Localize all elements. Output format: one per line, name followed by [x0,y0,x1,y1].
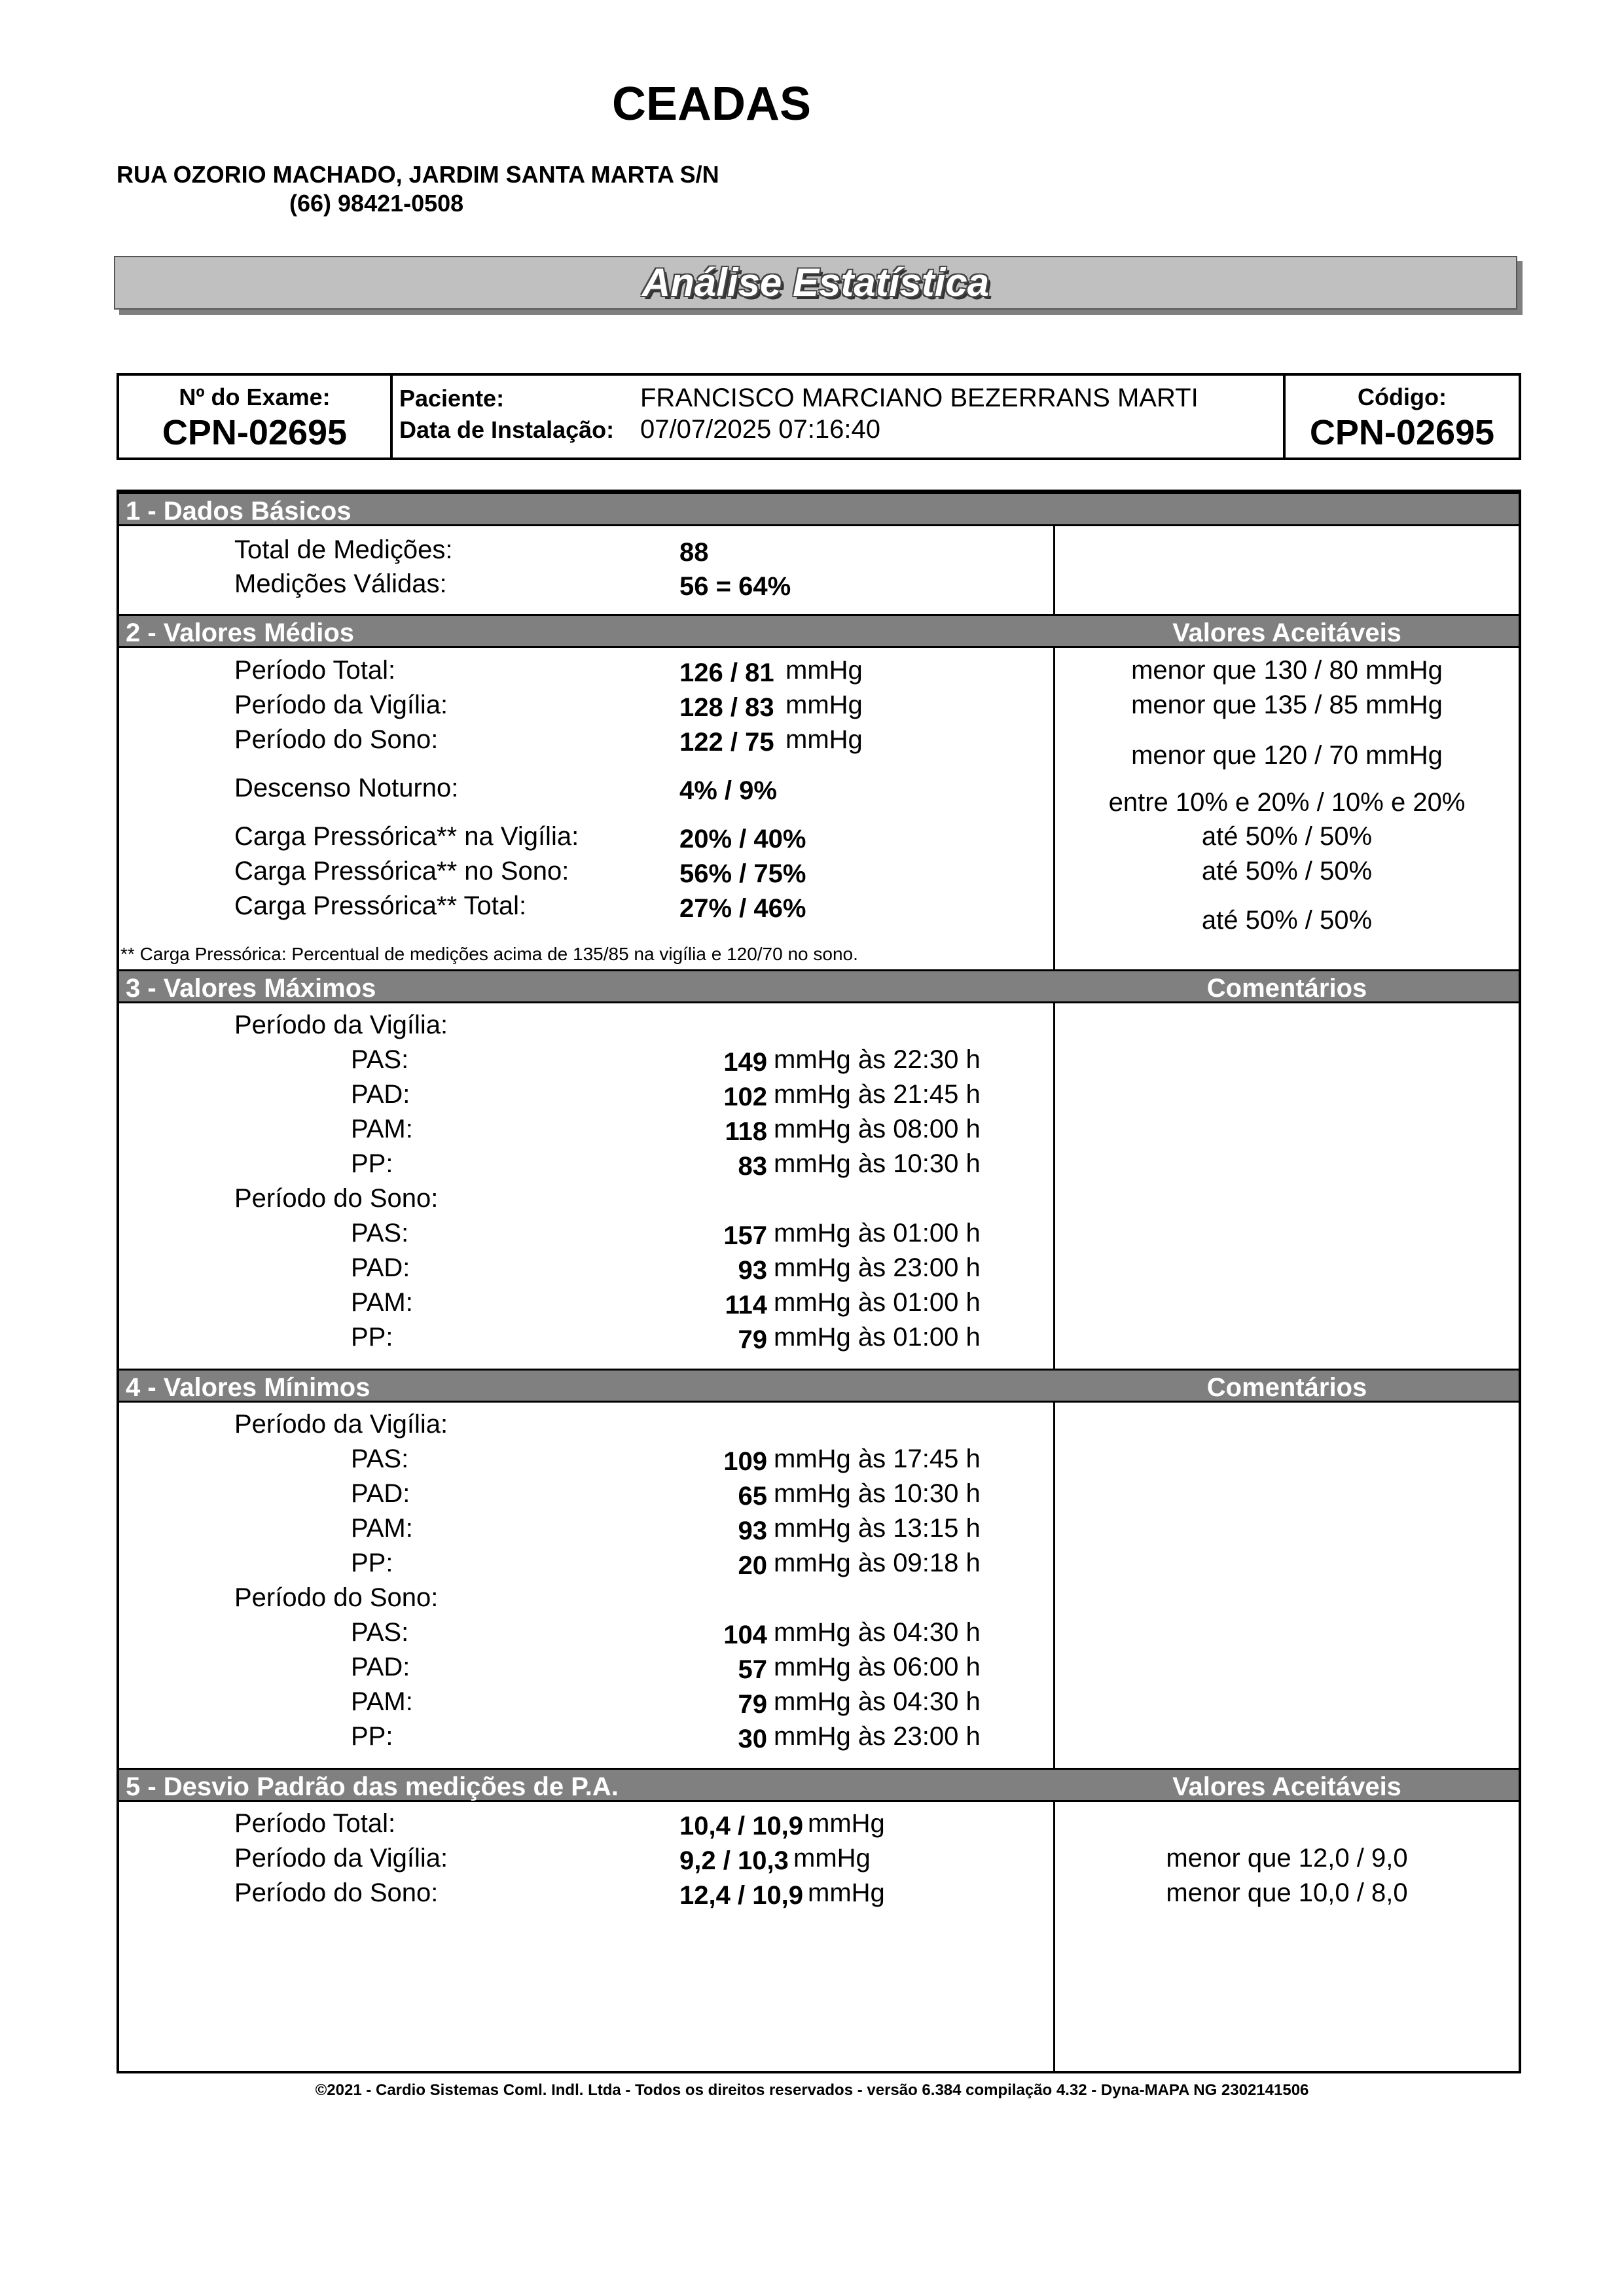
clinic-address: RUA OZORIO MACHADO, JARDIM SANTA MARTA S/N [117,161,719,188]
min-item-value: 109 [723,1447,767,1476]
min-item-unit: mmHg às 10:30 h [774,1479,981,1508]
stddev-label: Período da Vigília: [234,1844,448,1873]
mean-value: 27% / 46% [679,894,806,923]
section-1-title: 1 - Dados Básicos [126,497,352,526]
mean-label: Carga Pressórica** na Vigília: [234,822,579,851]
mean-label: Período da Vigília: [234,691,448,719]
max-item-unit: mmHg às 08:00 h [774,1115,981,1143]
max-item-unit: mmHg às 01:00 h [774,1219,981,1247]
code-label: Código: [1358,384,1447,410]
section-4-header [119,1369,1519,1403]
section-2-title: 2 - Valores Médios [126,619,355,647]
stddev-value: 10,4 / 10,9 [679,1812,804,1840]
mean-label: Carga Pressórica** Total: [234,891,527,920]
max-item-unit: mmHg às 22:30 h [774,1045,981,1074]
min-item-label: PP: [351,1549,393,1577]
max-item-unit: mmHg às 01:00 h [774,1323,981,1352]
max-item-value: 79 [738,1325,767,1354]
wake-period-label: Período da Vigília: [234,1011,448,1039]
section-2-header [119,614,1519,648]
report-title-banner [114,256,1517,310]
mean-reference: até 50% / 50% [1201,857,1373,886]
max-item-label: PP: [351,1149,393,1178]
exam-header-box [117,373,1521,460]
mean-value: 20% / 40% [679,825,806,853]
column-divider [1053,492,1055,2071]
max-item-unit: mmHg às 23:00 h [774,1253,981,1282]
patient-name: FRANCISCO MARCIANO BEZERRANS MARTI [640,384,1199,412]
min-item-unit: mmHg às 06:00 h [774,1653,981,1681]
max-item-label: PAD: [351,1253,410,1282]
mean-value: 56% / 75% [679,859,806,888]
section-3-title: 3 - Valores Máximos [126,974,376,1003]
max-item-unit: mmHg às 01:00 h [774,1288,981,1317]
max-item-value: 102 [723,1083,767,1111]
mean-reference: até 50% / 50% [1201,822,1373,851]
min-item-unit: mmHg às 13:15 h [774,1514,981,1543]
section-5-title: 5 - Desvio Padrão das medições de P.A. [126,1772,619,1801]
mean-reference: entre 10% e 20% / 10% e 20% [1108,788,1466,817]
max-item-label: PAM: [351,1288,413,1317]
min-item-value: 65 [738,1482,767,1511]
section-4-right-title: Comentários [1206,1373,1367,1402]
section-2-right-title: Valores Aceitáveis [1172,619,1401,647]
min-item-unit: mmHg às 23:00 h [774,1722,981,1751]
min-item-value: 104 [723,1621,767,1649]
total-measurements-label: Total de Medições: [234,535,453,564]
stddev-value: 12,4 / 10,9 [679,1881,804,1910]
wake-period-label: Período da Vigília: [234,1410,448,1439]
exam-number-cell [119,376,393,457]
stddev-unit: mmHg [808,1809,885,1838]
stddev-value: 9,2 / 10,3 [679,1846,789,1875]
max-item-value: 157 [723,1221,767,1250]
min-item-label: PAM: [351,1687,413,1716]
stddev-reference: menor que 10,0 / 8,0 [1166,1878,1408,1907]
pressure-load-footnote: ** Carga Pressórica: Percentual de medições acima de 135/85 na vigília e 120/70 no sono. [120,944,858,964]
min-item-label: PAD: [351,1479,410,1508]
max-item-value: 118 [725,1117,767,1146]
mean-unit: mmHg [785,691,863,719]
valid-measurements-label: Medições Válidas: [234,569,447,598]
code-cell [1283,376,1519,457]
stddev-unit: mmHg [808,1878,885,1907]
section-3-right-title: Comentários [1206,974,1367,1003]
mean-unit: mmHg [785,656,863,685]
mean-value: 122 / 75 [679,728,774,757]
mean-label: Período Total: [234,656,396,685]
min-item-unit: mmHg às 04:30 h [774,1687,981,1716]
max-item-label: PAS: [351,1045,409,1074]
clinic-name: CEADAS [612,78,812,130]
max-item-label: PAS: [351,1219,409,1247]
mean-reference: menor que 120 / 70 mmHg [1131,741,1443,770]
mean-reference: até 50% / 50% [1201,906,1373,935]
section-5-right-title: Valores Aceitáveis [1172,1772,1401,1801]
patient-label: Paciente: [399,385,505,412]
min-item-value: 93 [738,1516,767,1545]
mean-value: 4% / 9% [679,776,777,805]
max-item-value: 83 [738,1152,767,1181]
exam-number-label: Nº do Exame: [179,384,331,410]
report-title: Análise Estatística [641,260,990,304]
max-item-unit: mmHg às 21:45 h [774,1080,981,1109]
exam-number: CPN-02695 [162,413,348,452]
max-item-label: PAD: [351,1080,410,1109]
section-4-title: 4 - Valores Mínimos [126,1373,370,1402]
mean-reference: menor que 130 / 80 mmHg [1131,656,1443,685]
max-item-unit: mmHg às 10:30 h [774,1149,981,1178]
max-item-label: PAM: [351,1115,413,1143]
install-date-label: Data de Instalação: [399,416,615,443]
min-item-unit: mmHg às 17:45 h [774,1444,981,1473]
mean-value: 128 / 83 [679,693,774,722]
min-item-label: PAM: [351,1514,413,1543]
mean-label: Período do Sono: [234,725,439,754]
min-item-value: 20 [738,1551,767,1580]
stddev-unit: mmHg [793,1844,871,1873]
stddev-label: Período Total: [234,1809,396,1838]
code-value: CPN-02695 [1309,413,1495,452]
min-item-value: 79 [738,1690,767,1719]
stddev-reference: menor que 12,0 / 9,0 [1166,1844,1408,1873]
mean-reference: menor que 135 / 85 mmHg [1131,691,1443,719]
mean-label: Descenso Noturno: [234,774,459,802]
total-measurements-value: 88 [679,538,709,567]
section-3-header [119,969,1519,1003]
clinic-phone: (66) 98421-0508 [289,190,464,217]
min-item-label: PAD: [351,1653,410,1681]
mean-unit: mmHg [785,725,863,754]
min-item-unit: mmHg às 04:30 h [774,1618,981,1647]
max-item-value: 93 [738,1256,767,1285]
mean-value: 126 / 81 [679,658,774,687]
sleep-period-label: Período do Sono: [234,1583,439,1612]
statistics-table [117,490,1521,2073]
max-item-value: 149 [723,1048,767,1077]
min-item-label: PP: [351,1722,393,1751]
stddev-label: Período do Sono: [234,1878,439,1907]
max-item-label: PP: [351,1323,393,1352]
sleep-period-label: Período do Sono: [234,1184,439,1213]
min-item-unit: mmHg às 09:18 h [774,1549,981,1577]
min-item-label: PAS: [351,1444,409,1473]
install-date: 07/07/2025 07:16:40 [640,415,881,444]
min-item-value: 57 [738,1655,767,1684]
max-item-value: 114 [725,1291,767,1319]
section-5-header [119,1768,1519,1802]
min-item-label: PAS: [351,1618,409,1647]
min-item-value: 30 [738,1725,767,1753]
copyright-footer: ©2021 - Cardio Sistemas Coml. Indl. Ltda - Todos os direitos reservados - versão 6.384 compilação 4.32 - Dyna-MAPA NG 2302141506 [315,2081,1309,2099]
section-1-header [119,492,1519,526]
mean-label: Carga Pressórica** no Sono: [234,857,569,886]
valid-measurements-value: 56 = 64% [679,572,791,601]
